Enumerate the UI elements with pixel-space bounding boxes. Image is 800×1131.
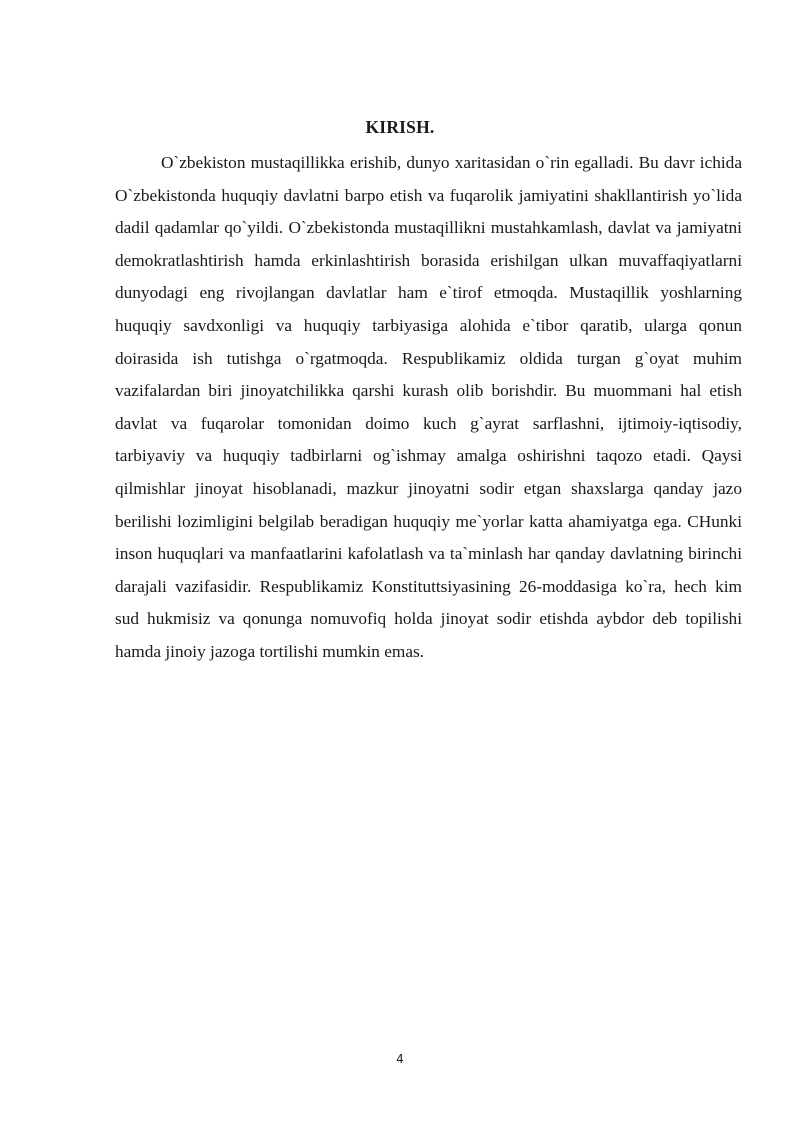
page-number: 4 [396,1052,404,1066]
section-heading: KIRISH. [365,117,435,137]
body-paragraph: O`zbekiston mustaqillikka erishib, dunyo xaritasidan o`rin egalladi. Bu davr ichida O`zbekistonda huquqiy davlatni barpo etish va fuqarolik jamiyatini shakllantirish yo`lida dadil qadamlar qo`yildi. O`zbekistonda mustaqillikni mustahkamlash, davlat va jamiyatni demokratlashtirish hamda erkinlashtirish borasida erishilgan ulkan muvaffaqiyatlarni dunyodagi eng rivojlangan davlatlar ham e`tirof etmoqda. Mustaqillik yoshlarning huquqiy savdxonligi va huquqiy tarbiyasiga alohida e`tibor qaratib, ularga qonun doirasida ish tutishga o`rgatmoqda. Respublikamiz oldida turgan g`oyat muhim vazifalardan biri jinoyatchilikka qarshi kurash olib borishdir. Bu muommani hal etish davlat va fuqarolar tomonidan doimo kuch g`ayrat sarflashni, ijtimoiy-iqtisodiy, tarbiyaviy va huquqiy tadbirlarni og`ishmay amalga oshirishni taqozo etadi. Qaysi qilmishlar jinoyat hisoblanadi, mazkur jinoyatni sodir etgan shaxslarga qanday jazo berilishi lozimligini belgilab beradigan huquqiy me`yorlar katta ahamiyatga ega. CHunki inson huquqlari va manfaatlarini kafolatlash va ta`minlash har qanday davlatning birinchi darajali vazifasidir. Respublikamiz Konstituttsiyasining 26-moddasiga ko`ra, hech kim sud hukmisiz va qonunga nomuvofiq holda jinoyat sodir etishda aybdor deb topilishi hamda jinoiy jazoga tortilishi mumkin emas. [115,153,742,661]
